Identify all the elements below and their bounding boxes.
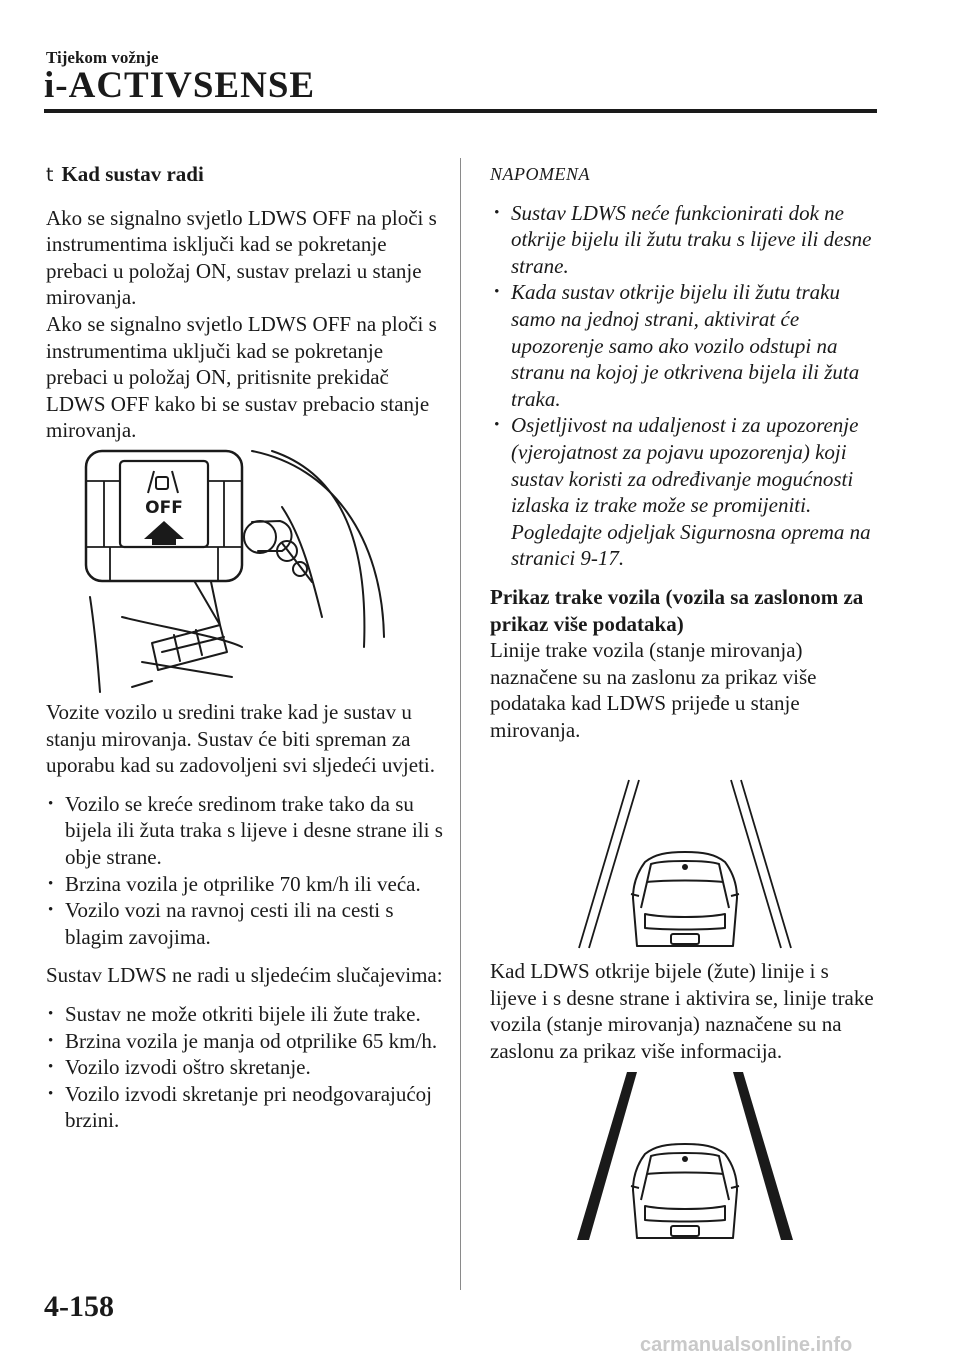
list-item: • Sustav ne može otkriti bijele ili žute trake. xyxy=(46,1001,446,1028)
lane-display-active-illustration xyxy=(575,1070,795,1242)
list-item: • Brzina vozila je otprilike 70 km/h ili veća. xyxy=(46,871,446,898)
left-column-top xyxy=(46,161,446,444)
list-item: • Sustav LDWS neće funkcionirati dok ne otkrije bijelu ili žutu traku s lijeve ili desne strane. xyxy=(492,200,880,280)
heading-marker: t xyxy=(46,164,54,186)
chapter-title: i-ACTIVSENSE xyxy=(44,65,316,106)
column-divider xyxy=(460,158,461,1290)
display-heading: Prikaz trake vozila (vozila sa zaslonom za prikaz više podataka) xyxy=(490,584,864,636)
lane-display-standby-illustration xyxy=(575,778,795,950)
paragraph-display-1: Linije trake vozila (stanje mirovanja) naznačene su na zaslonu za prikaz više podataka kad LDWS prijeđe u stanje mirovanja. xyxy=(490,638,817,742)
notes-list xyxy=(492,200,880,572)
header-rule xyxy=(44,109,877,113)
subsection-heading xyxy=(46,161,446,189)
switch-off-label: OFF xyxy=(145,498,183,518)
note-block xyxy=(492,200,880,572)
list-item: • Vozilo vozi na ravnoj cesti ili na cesti s blagim zavojima. xyxy=(46,897,446,950)
list-item: • Kada sustav otkrije bijelu ili žutu traku samo na jednoj strani, aktivirat će upozorenje samo ako vozilo odstupi na stranu na kojoj je otkrivena bijela ili žuta traka. xyxy=(492,279,880,412)
ldws-off-switch-illustration xyxy=(82,447,398,693)
list-item: • Vozilo se kreće sredinom trake tako da su bijela ili žuta traka s lijeve i desne strane ili s obje strane. xyxy=(46,791,446,871)
heading-text: Kad sustav radi xyxy=(61,162,204,186)
left-column-bottom xyxy=(46,699,446,1134)
watermark: carmanualsonline.info xyxy=(640,1334,853,1356)
paragraph-3: Vozite vozilo u sredini trake kad je sustav u stanju mirovanja. Sustav će biti spreman za uporabu kad su zadovoljeni svi sljedeći uvjeti. xyxy=(46,700,435,778)
paragraph-4: Sustav LDWS ne radi u sljedećim slučajevima: xyxy=(46,963,443,988)
list-item: • Vozilo izvodi skretanje pri neodgovarajućoj brzini. xyxy=(46,1081,446,1134)
right-column-top xyxy=(490,161,880,743)
cases-list xyxy=(46,1001,446,1134)
paragraph-1: Ako se signalno svjetlo LDWS OFF na ploči s instrumentima isključi kad se pokretanje prebaci u položaj ON, sustav prelazi u stanje mirovanja. xyxy=(46,205,437,310)
list-item: • Vozilo izvodi oštro skretanje. xyxy=(46,1054,446,1081)
right-column-bottom xyxy=(490,958,880,1064)
list-item: • Osjetljivost na udaljenost i za upozorenje (vjerojatnost za pojavu upozorenja) koji sustav koristi za određivanje mogućnosti izlaska iz trake može se promijeniti. Pogledajte odjeljak Sigurnosna oprema na stranici 9-17. xyxy=(492,412,880,572)
conditions-list xyxy=(46,791,446,951)
list-item: • Brzina vozila je manja od otprilike 65 km/h. xyxy=(46,1028,446,1055)
note-title: NAPOMENA xyxy=(490,164,590,184)
paragraph-display-2: Kad LDWS otkrije bijele (žute) linije i s lijeve i s desne strane i aktivira se, linije trake vozila (stanje mirovanja) naznačene su na zaslonu za prikaz više informacija. xyxy=(490,959,874,1063)
paragraph-2: Ako se signalno svjetlo LDWS OFF na ploči s instrumentima uključi kad se pokretanje prebaci u položaj ON, pritisnite prekidač LDWS OFF kako bi se sustav prebacio stanje mirovanja. xyxy=(46,311,437,443)
page-number: 4-158 xyxy=(44,1290,114,1323)
section-label: Tijekom vožnje xyxy=(46,48,159,67)
